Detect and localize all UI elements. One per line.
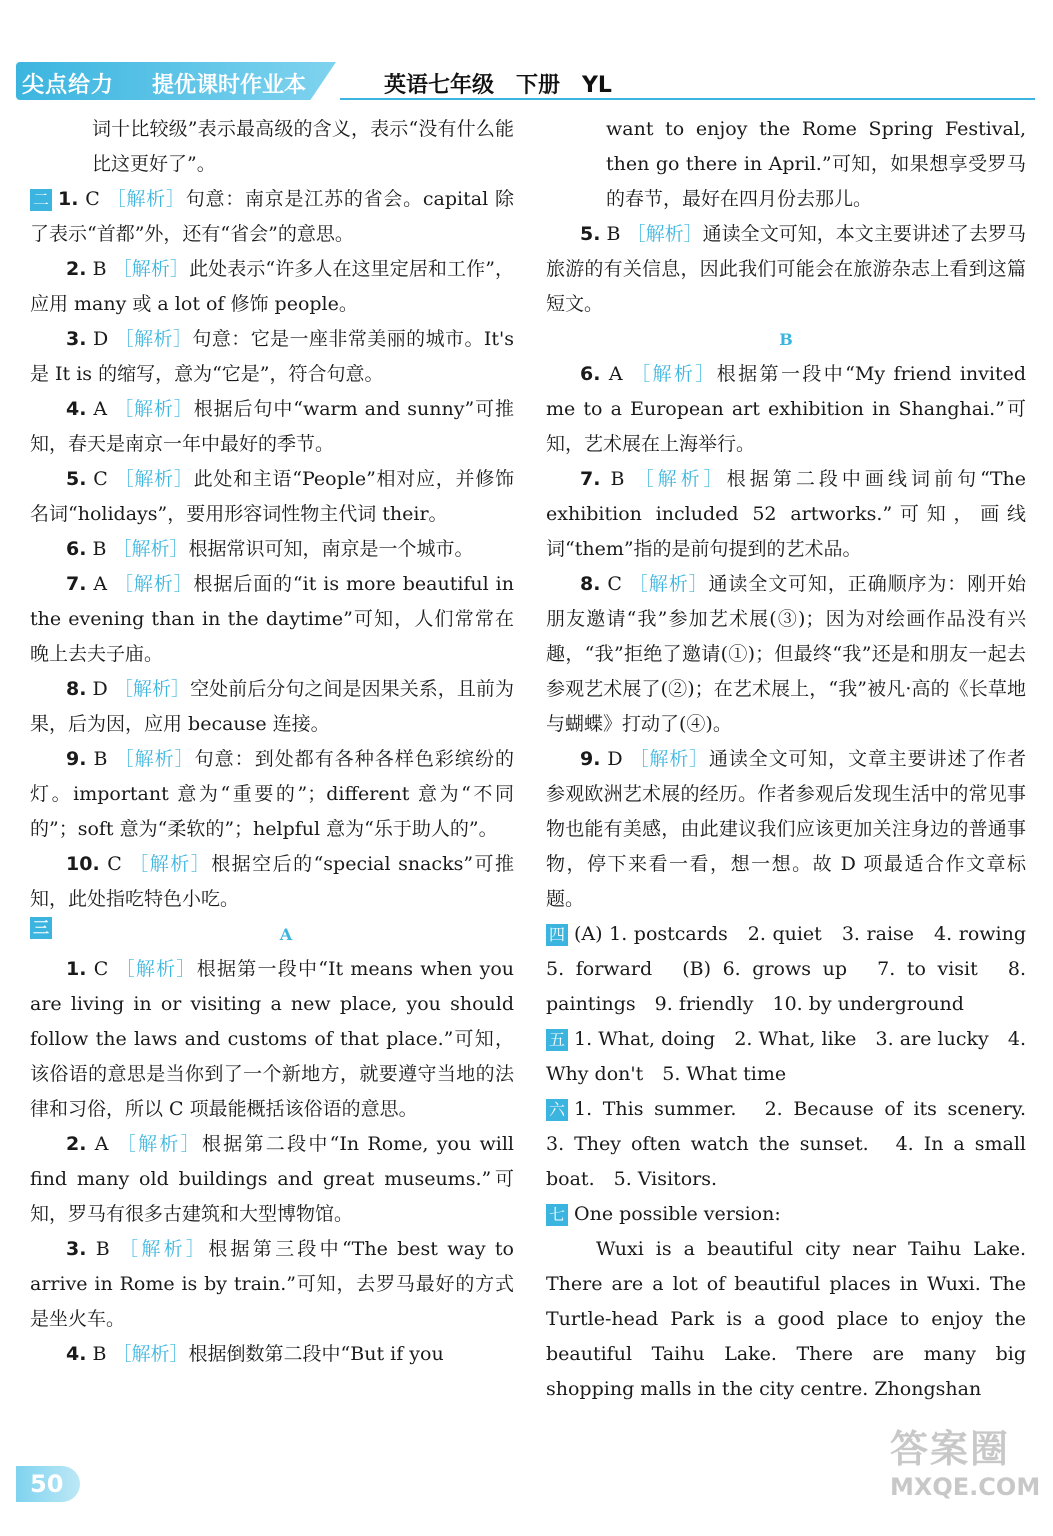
item-number: 4. [66,398,87,420]
answer-item [30,567,514,672]
section-subheading [30,917,514,952]
answer-item [546,217,1026,322]
item-text: 词十比较级”表示最高级的含义，表示“没有什么能比这更好了”。 [92,118,514,175]
page-number: 50 [16,1466,80,1502]
analysis-tag: ［解析］ [631,363,717,385]
analysis-tag: ［解析］ [626,223,703,245]
answer-letter: B [92,538,107,560]
item-number: 2. [66,258,87,280]
analysis-tag: ［解析］ [114,328,193,350]
item-text: 根据第三段中“The best way to arrive in Rome is by train.”可知，去罗马最好的方式是坐火车。 [30,1238,514,1330]
answer-item [546,917,1046,1022]
item-number: 7. [66,573,87,595]
answer-letter: D [607,748,623,770]
analysis-tag: ［解析］ [115,958,197,980]
section-number-badge: 七 [546,1204,568,1226]
item-text: want to enjoy the Rome Spring Festival, then go there in April.”可知，如果想享受罗马的春节，最好在四月份去那儿。 [606,118,1026,210]
item-text: 根据第一段中“My friend invited me to a European art exhibition in Shanghai.”可知，艺术展在上海举行。 [546,363,1026,455]
analysis-tag: ［解析］ [116,1133,202,1155]
item-number: 8. [66,678,87,700]
answer-letter: A [608,363,623,385]
answer-item [30,1127,514,1232]
answer-item [30,847,514,917]
item-number: 8. [580,573,601,595]
watermark-line2: MXQE.COM [890,1473,1041,1501]
answer-item [546,357,1026,462]
subheading-label: A [279,925,293,944]
answer-letter: A [94,1133,109,1155]
item-text: 根据后面的“it is more beautiful in the evening than in the daytime”可知，人们常常在晚上去夫子庙。 [30,573,514,665]
subheading-label: B [779,330,793,349]
watermark-line1: 答案圈 [890,1427,1011,1471]
item-number: 1. [66,958,87,980]
analysis-tag: ［解析］ [129,853,212,875]
item-number: 3. [66,1238,87,1260]
analysis-tag: ［解析］ [112,1343,189,1365]
item-number: 6. [580,363,601,385]
section-subheading [546,322,1026,357]
analysis-tag: ［解析］ [114,398,194,420]
answer-item [30,1337,514,1372]
analysis-tag: ［解析］ [628,573,709,595]
item-text: 根据第二段中画线词前句“The exhibition included 52 artworks.”可知，画线词“them”指的是前句提到的艺术品。 [546,468,1026,560]
item-text: 通读全文可知，文章主要讲述了作者参观欧洲艺术展的经历。作者参观后发现生活中的常见事物也能有美感，由此建议我们应该更加关注身边的普通事物，停下来看一看，想一想。故 D 项最适合作文章标题。 [546,748,1026,910]
page-header [0,62,1053,102]
item-text: 根据第二段中“In Rome, you will find many old buildings and great museums.”可知，罗马有很多古建筑和大型博物馆。 [30,1133,514,1225]
item-text: 根据第一段中“It means when you are living in or visiting a new place, you should follow the laws and customs of that place.”可知，该俗语的意思是当你到了一个新地方，就要遵守当地的法律和习俗，所以 C 项最能概括该俗语的意思。 [30,958,514,1120]
analysis-tag: ［解析］ [113,678,191,700]
answer-item [546,462,1026,567]
item-text: 根据倒数第二段中“But if you [188,1343,444,1365]
answer-item [30,182,514,252]
answer-letter: D [92,328,109,350]
answer-item [30,952,514,1127]
answer-item [546,1197,1026,1232]
item-number: 9. [580,748,601,770]
brand-title: 尖点给力 [22,73,115,98]
answer-letter: A [93,573,108,595]
item-text: 通读全文可知，本文主要讲述了去罗马旅游的有关信息，因此我们可能会在旅游杂志上看到这篇短文。 [546,223,1026,315]
analysis-tag: ［解析］ [112,538,189,560]
analysis-tag: ［解析］ [114,573,194,595]
item-number: 5. [580,223,601,245]
item-number: 3. [66,328,87,350]
answer-item [30,462,514,532]
answer-item [30,532,514,567]
answer-item [546,567,1026,742]
section-number-badge: 四 [546,924,568,946]
item-text: One possible version: [574,1203,781,1225]
answer-letter: B [606,223,621,245]
answer-letter: C [93,958,109,980]
item-number: 9. [66,748,87,770]
answer-letter: C [607,573,622,595]
section-number-badge: 三 [30,917,52,939]
analysis-tag: ［解析］ [634,468,727,490]
left-column [30,112,514,1372]
item-text: 1. What, doing 2. What, like 3. are lucky 4. Why don't 5. What time [546,1028,1026,1085]
answer-item [30,392,514,462]
item-text: 根据空后的“special snacks”可推知，此处指吃特色小吃。 [30,853,514,910]
analysis-tag: ［解析］ [629,748,709,770]
answer-item [30,252,514,322]
answer-item [30,672,514,742]
subject-title: 英语七年级 下册 YL [384,73,612,98]
answer-item [546,742,1026,917]
item-text: 句意：南京是江苏的省会。capital 除了表示“首都”外，还有“省会”的意思。 [30,188,514,245]
answer-letter: C [85,188,100,210]
item-text: 1. This summer. 2. Because of its scenery. 3. They often watch the sunset. 4. In a small boat. 5. Visitors. [546,1098,1046,1190]
answer-item [30,112,514,182]
item-number: 6. [66,538,87,560]
section-number-badge: 六 [546,1099,568,1121]
analysis-tag: ［解析］ [119,1238,209,1260]
item-number: 10. [66,853,100,875]
item-text: 根据后句中“warm and sunny”可推知，春天是南京一年中最好的季节。 [30,398,514,455]
header-rule [340,98,1035,100]
answer-item [546,1092,1046,1197]
item-text: (A) 1. postcards 2. quiet 3. raise 4. rowing 5. forward (B) 6. grows up 7. to visit 8. paintings 9. friendly 10. by underground [546,923,1046,1015]
item-number: 4. [66,1343,87,1365]
watermark-logo [890,1418,1040,1528]
item-text: 通读全文可知，正确顺序为：刚开始朋友邀请“我”参加艺术展(③)；因为对绘画作品没有兴趣，“我”拒绝了邀请(①)；但最终“我”还是和朋友一起去参观艺术展了(②)；在艺术展上，“我”被凡·高的《长草地与蝴蝶》打动了(④)。 [546,573,1026,735]
analysis-tag: ［解析］ [114,748,195,770]
analysis-tag: ［解析］ [106,188,186,210]
answer-letter: C [107,853,122,875]
answer-letter: B [93,748,108,770]
item-number: 7. [580,468,601,490]
answer-letter: D [92,678,108,700]
answer-letter: B [610,468,625,490]
item-text: 此处和主语“People”相对应，并修饰名词“holidays”，要用形容词性物主代词 their。 [30,468,515,525]
answer-letter: B [92,1343,107,1365]
item-text: 根据常识可知，南京是一个城市。 [188,538,474,560]
item-text: 空处前后分句之间是因果关系，且前为果，后为因，应用 because 连接。 [30,678,514,735]
analysis-tag: ［解析］ [112,258,190,280]
item-text: 此处表示“许多人在这里定居和工作”，应用 many 或 a lot of 修饰 people。 [30,258,514,315]
item-number: 5. [66,468,87,490]
answer-item [30,1232,514,1337]
answer-item [546,1022,1026,1092]
answer-item [546,1232,1026,1407]
analysis-tag: ［解析］ [114,468,194,490]
answer-letter: A [93,398,108,420]
section-number-badge: 二 [30,189,52,211]
item-number: 1. [58,188,79,210]
answer-letter: C [93,468,108,490]
answer-item [30,322,514,392]
section-number-badge: 五 [546,1029,568,1051]
right-column [546,112,1046,1407]
answer-item [546,112,1026,217]
answer-letter: B [95,1238,110,1260]
item-text: 句意：它是一座非常美丽的城市。It's 是 It is 的缩写，意为“它是”，符合句意。 [30,328,514,385]
series-title: 提优课时作业本 [152,73,307,98]
answer-letter: B [92,258,107,280]
answer-item [30,742,514,847]
item-text: 句意：到处都有各种各样色彩缤纷的灯。important 意为“重要的”；different 意为“不同的”；soft 意为“柔软的”；helpful 意为“乐于助人的”。 [30,748,514,840]
item-text: Wuxi is a beautiful city near Taihu Lake. There are a lot of beautiful places in Wuxi. The Turtle-head Park is a good place to enjoy the beautiful Taihu Lake. There are many big shopping malls in the city centre. Zhongshan [546,1238,1026,1400]
item-number: 2. [66,1133,87,1155]
